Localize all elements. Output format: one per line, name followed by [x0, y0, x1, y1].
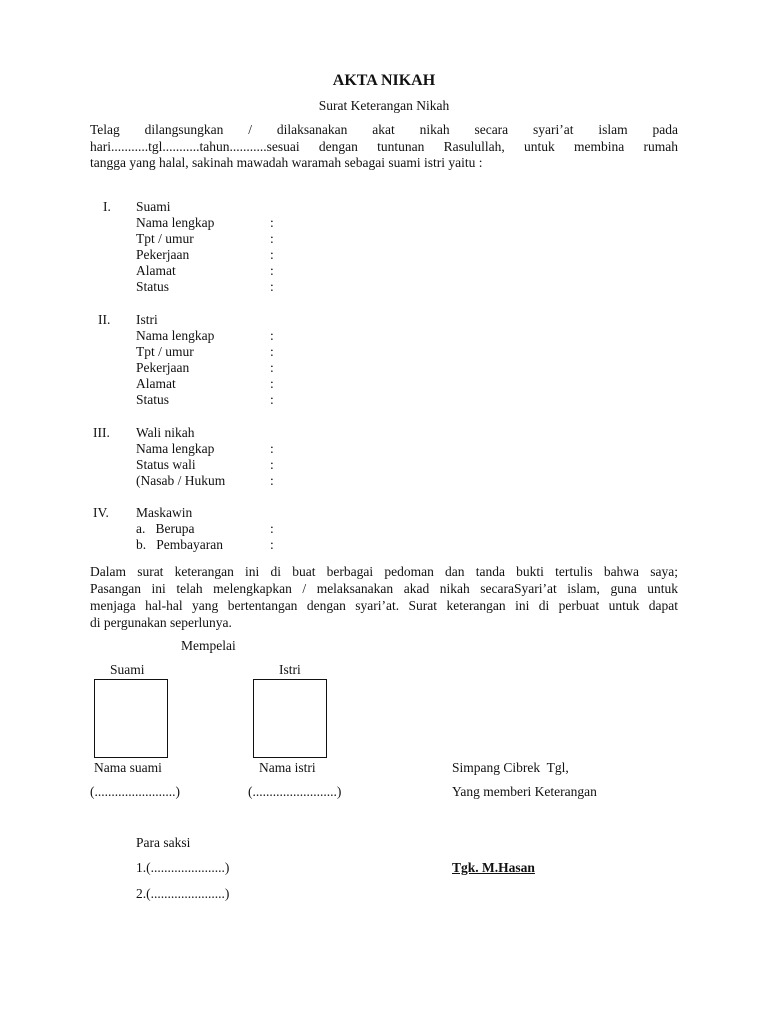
witness-1-blank: 1.(......................): [136, 860, 230, 875]
suami-signature-blank: (........................): [90, 784, 180, 799]
field-label: (Nasab / Hukum: [136, 473, 226, 488]
field-label: Alamat: [136, 263, 176, 278]
document-subtitle: Surat Keterangan Nikah: [318, 98, 450, 113]
field-colon: :: [270, 279, 274, 294]
field-colon: :: [270, 247, 274, 262]
intro-word: Rasulullah,: [443, 138, 505, 154]
intro-word: akat: [372, 122, 395, 137]
section-heading: Suami: [136, 199, 171, 214]
intro-line-1: [90, 122, 678, 139]
field-label: Tpt / umur: [136, 231, 194, 246]
field-label: Pekerjaan: [136, 360, 190, 375]
intro-word: syari’at: [533, 122, 574, 137]
closing-line-1: Dalam surat keterangan ini di buat berbagai pedoman dan tanda bukti tertulis bahwa saya;: [90, 564, 678, 579]
intro-word: untuk: [523, 138, 555, 154]
section-numeral: IV.: [93, 505, 109, 520]
official-name: Tgk. M.Hasan: [452, 860, 535, 875]
field-colon: :: [270, 441, 274, 456]
intro-word: dengan: [318, 138, 358, 154]
closing-line-3: menjaga hal-hal yang bertentangan dengan syari’at. Surat keterangan ini di perbuat untuk dapat: [90, 598, 678, 613]
field-label: Pekerjaan: [136, 247, 190, 262]
intro-word: nikah: [419, 122, 450, 137]
intro-word: membina: [573, 138, 625, 154]
place-date: Simpang Cibrek Tgl,: [452, 760, 569, 775]
mempelai-heading: Mempelai: [181, 638, 236, 653]
intro-word: secara: [474, 122, 509, 137]
field-label: Status: [136, 392, 170, 407]
intro-word: hari...........tgl...........tahun...........sesuai: [90, 138, 300, 154]
field-colon: :: [270, 231, 274, 246]
section-heading: Wali nikah: [136, 425, 195, 440]
para-saksi-heading: Para saksi: [136, 835, 191, 850]
field-label: Status wali: [136, 457, 196, 472]
section-heading: Maskawin: [136, 505, 193, 520]
intro-word: tuntunan: [377, 138, 425, 154]
intro-line-2: [90, 139, 678, 156]
intro-line-3: tangga yang halal, sakinah mawadah waramah sebagai suami istri yaitu :: [90, 155, 483, 170]
nama-suami-label: Nama suami: [94, 760, 162, 775]
field-label: Nama lengkap: [136, 215, 215, 230]
field-colon: :: [270, 392, 274, 407]
witness-2-blank: 2.(......................): [136, 886, 230, 901]
intro-word: pada: [652, 122, 678, 137]
closing-paragraph: [90, 563, 678, 631]
field-label: Tpt / umur: [136, 344, 194, 359]
intro-word: islam: [598, 122, 628, 137]
field-colon: :: [270, 473, 274, 488]
closing-line-2: Pasangan ini telah melengkapkan / melaksanakan akad nikah secaraSyari’at islam, guna untuk: [90, 581, 678, 596]
field-label: b. Pembayaran: [136, 537, 223, 552]
section-numeral: I.: [103, 199, 111, 214]
istri-photo-box: [253, 679, 327, 758]
intro-word: Telag: [90, 122, 120, 137]
suami-label: Suami: [110, 662, 145, 677]
intro-word: dilangsungkan: [144, 122, 224, 137]
closing-line-4: di pergunakan seperlunya.: [90, 615, 232, 630]
field-colon: :: [270, 215, 274, 230]
intro-word: /: [248, 122, 253, 137]
field-label: Alamat: [136, 376, 176, 391]
field-label: a. Berupa: [136, 521, 195, 536]
nama-istri-label: Nama istri: [259, 760, 316, 775]
section-heading: Istri: [136, 312, 158, 327]
official-title: Yang memberi Keterangan: [452, 784, 597, 799]
istri-label: Istri: [279, 662, 301, 677]
field-label: Nama lengkap: [136, 441, 215, 456]
intro-paragraph: [90, 122, 678, 172]
document-title: AKTA NIKAH: [332, 72, 436, 89]
section-numeral: III.: [93, 425, 110, 440]
field-colon: :: [270, 328, 274, 343]
field-colon: :: [270, 457, 274, 472]
field-colon: :: [270, 360, 274, 375]
field-colon: :: [270, 263, 274, 278]
field-colon: :: [270, 376, 274, 391]
field-colon: :: [270, 537, 274, 552]
intro-word: dilaksanakan: [276, 122, 348, 137]
field-label: Nama lengkap: [136, 328, 215, 343]
field-label: Status: [136, 279, 170, 294]
istri-signature-blank: (.........................): [248, 784, 342, 799]
field-colon: :: [270, 344, 274, 359]
field-colon: :: [270, 521, 274, 536]
section-numeral: II.: [98, 312, 111, 327]
intro-word: rumah: [643, 138, 678, 154]
suami-photo-box: [94, 679, 168, 758]
